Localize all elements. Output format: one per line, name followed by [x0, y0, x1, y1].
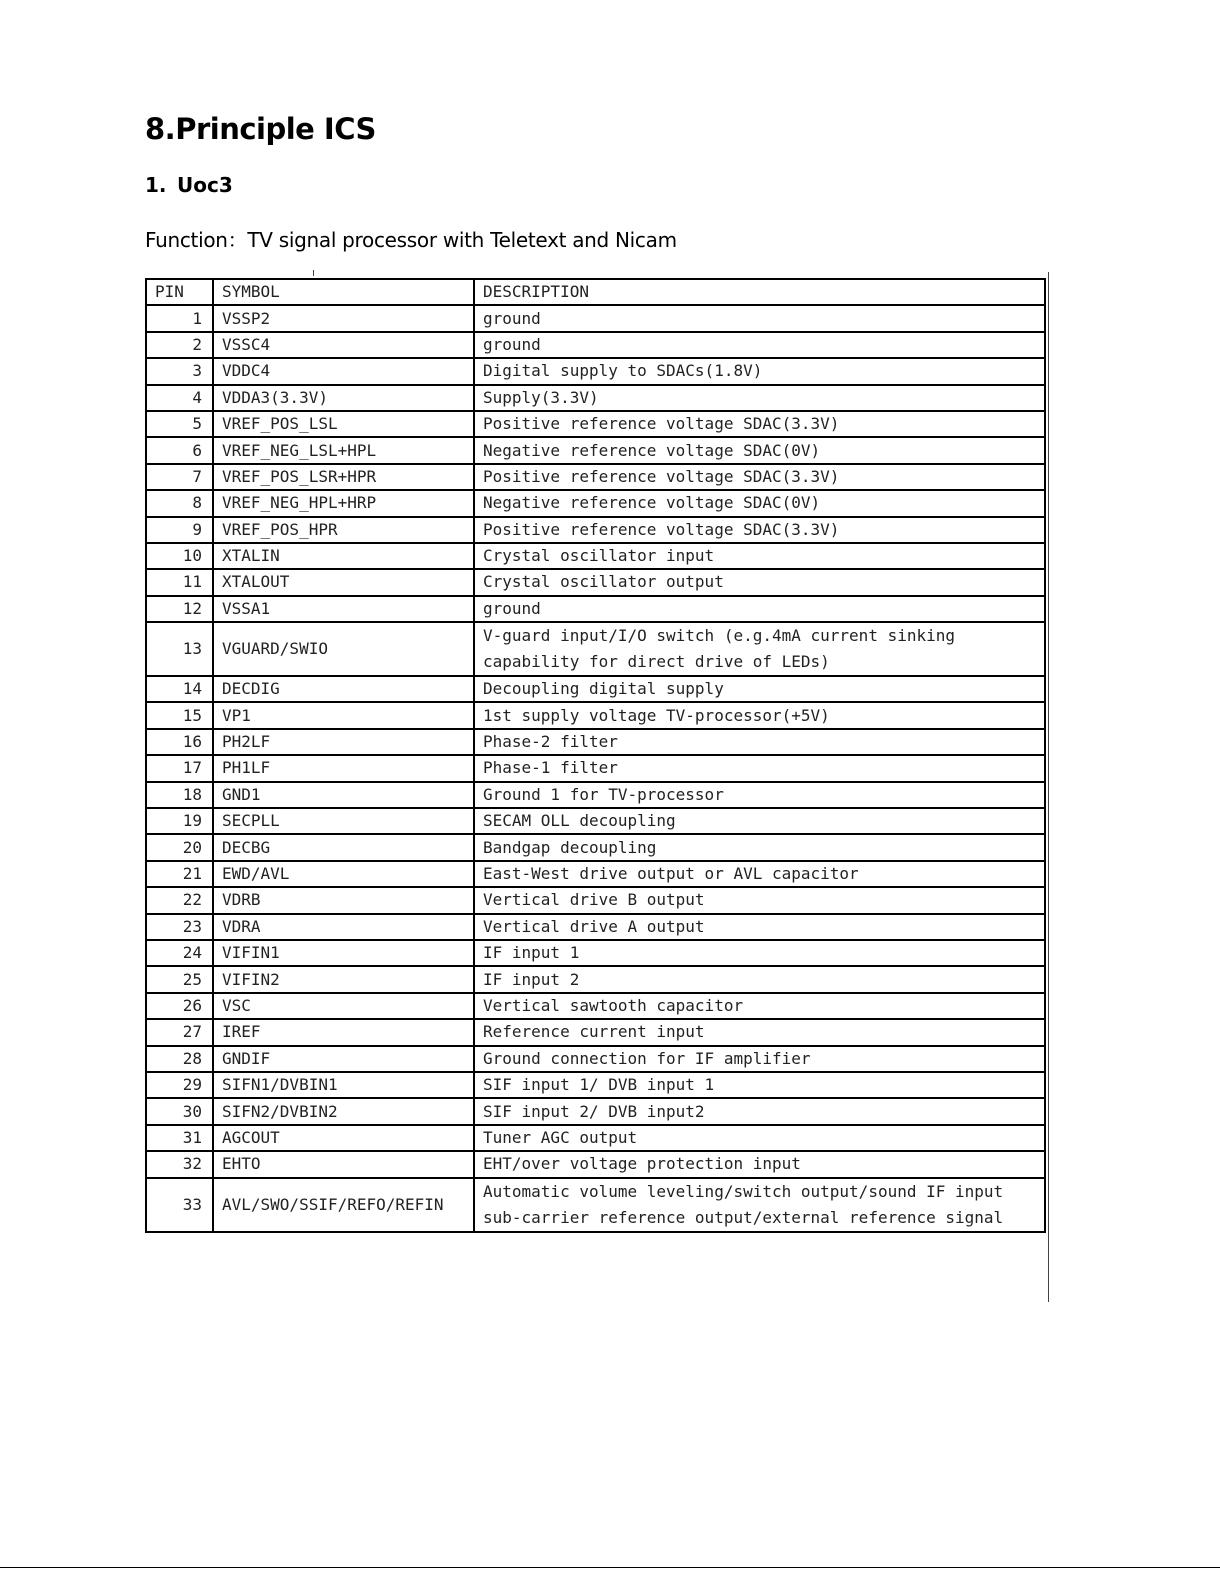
description-cell: Automatic volume leveling/switch output/sound IF input sub-carrier reference output/external reference signal [474, 1178, 1045, 1232]
pin-cell: 16 [146, 729, 213, 755]
description-cell: Vertical drive A output [474, 914, 1045, 940]
description-cell: Positive reference voltage SDAC(3.3V) [474, 464, 1045, 490]
description-cell: Vertical sawtooth capacitor [474, 993, 1045, 1019]
description-cell: Reference current input [474, 1019, 1045, 1045]
table-row [146, 1019, 1045, 1045]
table-row [146, 1151, 1045, 1177]
description-cell: Supply(3.3V) [474, 385, 1045, 411]
description-cell: Negative reference voltage SDAC(0V) [474, 490, 1045, 516]
symbol-cell: EHTO [213, 1151, 474, 1177]
symbol-cell: VDDC4 [213, 358, 474, 384]
table-row [146, 332, 1045, 358]
description-cell: Bandgap decoupling [474, 834, 1045, 860]
symbol-cell: GND1 [213, 782, 474, 808]
symbol-cell: VDRA [213, 914, 474, 940]
table-row [146, 543, 1045, 569]
table-row [146, 1178, 1045, 1232]
table-row [146, 622, 1045, 676]
description-cell: Crystal oscillator input [474, 543, 1045, 569]
pin-cell: 1 [146, 305, 213, 331]
table-right-rule [1048, 272, 1049, 1302]
table-row [146, 411, 1045, 437]
symbol-cell: VDDA3(3.3V) [213, 385, 474, 411]
pin-cell: 26 [146, 993, 213, 1019]
table-row [146, 490, 1045, 516]
description-cell: 1st supply voltage TV-processor(+5V) [474, 702, 1045, 728]
table-row [146, 729, 1045, 755]
description-cell: V-guard input/I/O switch (e.g.4mA current sinking capability for direct drive of LEDs) [474, 622, 1045, 676]
table-row [146, 966, 1045, 992]
symbol-cell: VSC [213, 993, 474, 1019]
symbol-cell: VREF_NEG_LSL+HPL [213, 437, 474, 463]
table-row [146, 569, 1045, 595]
pin-cell: 27 [146, 1019, 213, 1045]
symbol-cell: GNDIF [213, 1046, 474, 1072]
pin-cell: 28 [146, 1046, 213, 1072]
pin-cell: 21 [146, 861, 213, 887]
pin-table-body [146, 305, 1045, 1231]
description-cell: Positive reference voltage SDAC(3.3V) [474, 411, 1045, 437]
symbol-cell: DECBG [213, 834, 474, 860]
description-cell: SECAM OLL decoupling [474, 808, 1045, 834]
pin-cell: 17 [146, 755, 213, 781]
pin-cell: 20 [146, 834, 213, 860]
table-row [146, 702, 1045, 728]
table-row [146, 808, 1045, 834]
description-cell: Tuner AGC output [474, 1125, 1045, 1151]
symbol-cell: IREF [213, 1019, 474, 1045]
scan-tick-mark [313, 270, 314, 276]
description-cell: ground [474, 596, 1045, 622]
pin-cell: 12 [146, 596, 213, 622]
table-row [146, 1098, 1045, 1124]
pin-cell: 8 [146, 490, 213, 516]
pin-cell: 22 [146, 887, 213, 913]
pin-cell: 33 [146, 1178, 213, 1232]
symbol-cell: VDRB [213, 887, 474, 913]
table-row [146, 596, 1045, 622]
pin-cell: 4 [146, 385, 213, 411]
pin-cell: 3 [146, 358, 213, 384]
table-row [146, 834, 1045, 860]
symbol-cell: XTALIN [213, 543, 474, 569]
table-row [146, 940, 1045, 966]
table-row [146, 437, 1045, 463]
pin-cell: 23 [146, 914, 213, 940]
description-cell: IF input 2 [474, 966, 1045, 992]
pin-cell: 25 [146, 966, 213, 992]
symbol-cell: PH1LF [213, 755, 474, 781]
description-cell: East-West drive output or AVL capacitor [474, 861, 1045, 887]
pin-cell: 10 [146, 543, 213, 569]
pin-cell: 11 [146, 569, 213, 595]
description-cell: Vertical drive B output [474, 887, 1045, 913]
symbol-cell: AGCOUT [213, 1125, 474, 1151]
description-cell: ground [474, 305, 1045, 331]
table-row [146, 305, 1045, 331]
subsection-title: Uoc3 [177, 173, 233, 197]
subsection-heading [145, 173, 233, 197]
symbol-cell: EWD/AVL [213, 861, 474, 887]
symbol-cell: DECDIG [213, 676, 474, 702]
pin-cell: 15 [146, 702, 213, 728]
pin-cell: 31 [146, 1125, 213, 1151]
pin-table-header-row [146, 279, 1045, 305]
description-cell: IF input 1 [474, 940, 1045, 966]
symbol-cell: VREF_POS_LSL [213, 411, 474, 437]
description-cell: ground [474, 332, 1045, 358]
table-row [146, 755, 1045, 781]
description-cell: Decoupling digital supply [474, 676, 1045, 702]
pin-cell: 14 [146, 676, 213, 702]
pin-cell: 24 [146, 940, 213, 966]
pin-cell: 7 [146, 464, 213, 490]
symbol-cell: VIFIN2 [213, 966, 474, 992]
description-cell: EHT/over voltage protection input [474, 1151, 1045, 1177]
table-row [146, 1046, 1045, 1072]
section-title: 8.Principle ICS [145, 112, 376, 146]
pin-cell: 9 [146, 517, 213, 543]
symbol-cell: VSSP2 [213, 305, 474, 331]
description-cell: Crystal oscillator output [474, 569, 1045, 595]
symbol-cell: VREF_NEG_HPL+HRP [213, 490, 474, 516]
description-cell: Positive reference voltage SDAC(3.3V) [474, 517, 1045, 543]
table-row [146, 358, 1045, 384]
table-row [146, 887, 1045, 913]
symbol-cell: PH2LF [213, 729, 474, 755]
description-cell: Ground connection for IF amplifier [474, 1046, 1045, 1072]
table-row [146, 993, 1045, 1019]
description-cell: Digital supply to SDACs(1.8V) [474, 358, 1045, 384]
pin-cell: 13 [146, 622, 213, 676]
subsection-number: 1. [145, 173, 167, 197]
symbol-cell: XTALOUT [213, 569, 474, 595]
function-description: Function：TV signal processor with Teletext and Nicam [145, 228, 677, 252]
symbol-cell: AVL/SWO/SSIF/REFO/REFIN [213, 1178, 474, 1232]
description-cell: Phase-1 filter [474, 755, 1045, 781]
symbol-cell: VREF_POS_LSR+HPR [213, 464, 474, 490]
pin-cell: 29 [146, 1072, 213, 1098]
pin-cell: 32 [146, 1151, 213, 1177]
symbol-cell: VSSC4 [213, 332, 474, 358]
table-row [146, 782, 1045, 808]
description-cell: Ground 1 for TV-processor [474, 782, 1045, 808]
description-cell: SIF input 1/ DVB input 1 [474, 1072, 1045, 1098]
symbol-cell: VSSA1 [213, 596, 474, 622]
symbol-cell: SECPLL [213, 808, 474, 834]
description-cell: Negative reference voltage SDAC(0V) [474, 437, 1045, 463]
header-symbol: SYMBOL [213, 279, 474, 305]
pin-cell: 6 [146, 437, 213, 463]
pin-cell: 2 [146, 332, 213, 358]
description-cell: SIF input 2/ DVB input2 [474, 1098, 1045, 1124]
symbol-cell: SIFN2/DVBIN2 [213, 1098, 474, 1124]
page-bottom-rule [0, 1567, 1220, 1568]
symbol-cell: VP1 [213, 702, 474, 728]
table-row [146, 861, 1045, 887]
pin-table [145, 278, 1046, 1233]
table-row [146, 517, 1045, 543]
table-row [146, 385, 1045, 411]
table-row [146, 1125, 1045, 1151]
table-row [146, 676, 1045, 702]
pin-cell: 19 [146, 808, 213, 834]
pin-cell: 5 [146, 411, 213, 437]
description-cell: Phase-2 filter [474, 729, 1045, 755]
pin-cell: 18 [146, 782, 213, 808]
table-row [146, 464, 1045, 490]
pin-cell: 30 [146, 1098, 213, 1124]
symbol-cell: SIFN1/DVBIN1 [213, 1072, 474, 1098]
symbol-cell: VGUARD/SWIO [213, 622, 474, 676]
symbol-cell: VIFIN1 [213, 940, 474, 966]
table-row [146, 1072, 1045, 1098]
symbol-cell: VREF_POS_HPR [213, 517, 474, 543]
header-pin: PIN [146, 279, 213, 305]
table-row [146, 914, 1045, 940]
header-description: DESCRIPTION [474, 279, 1045, 305]
